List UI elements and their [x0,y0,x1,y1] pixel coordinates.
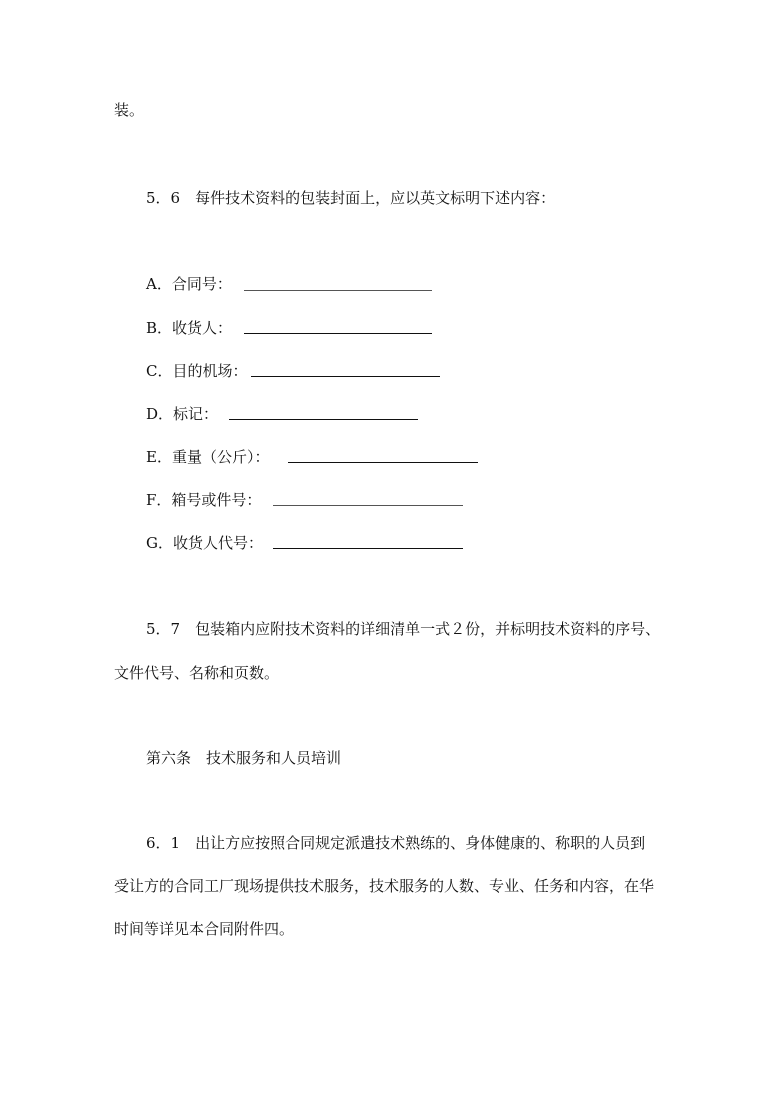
clause-6-1-line-1: 6．1 出让方应按照合同规定派遣技术熟练的、身体健康的、称职的人员到 [146,834,646,852]
clause-6-1-line-3: 时间等详见本合同附件四。 [114,920,295,938]
clause-5-6: 5．6 每件技术资料的包装封面上，应以英文标明下述内容： [146,189,556,207]
blank-line-destination-airport[interactable] [251,376,440,377]
field-label-consignee-code: G．收货人代号： [146,534,263,552]
field-label-consignee: B．收货人： [146,319,233,337]
article-6-heading: 第六条 技术服务和人员培训 [146,749,342,767]
blank-line-consignee-code[interactable] [273,548,463,549]
clause-5-7-line-1: 5．7 包装箱内应附技术资料的详细清单一式２份，并标明技术资料的序号、 [146,620,661,638]
blank-line-consignee[interactable] [244,333,432,334]
blank-line-weight[interactable] [288,462,478,463]
field-label-case-no: F．箱号或件号： [146,491,262,509]
field-label-marks: D．标记： [146,405,219,423]
field-label-weight: E．重量（公斤）： [146,448,270,466]
field-label-contract-no: A．合同号： [146,275,232,293]
blank-line-marks[interactable] [229,419,418,420]
paragraph-tail: 装。 [114,101,145,119]
clause-5-7-line-2: 文件代号、名称和页数。 [114,664,280,682]
blank-line-contract-no[interactable] [244,290,432,291]
blank-line-case-no[interactable] [273,505,463,506]
field-label-destination-airport: C．目的机场： [146,362,248,380]
clause-6-1-line-2: 受让方的合同工厂现场提供技术服务，技术服务的人数、专业、任务和内容，在华 [114,877,655,895]
